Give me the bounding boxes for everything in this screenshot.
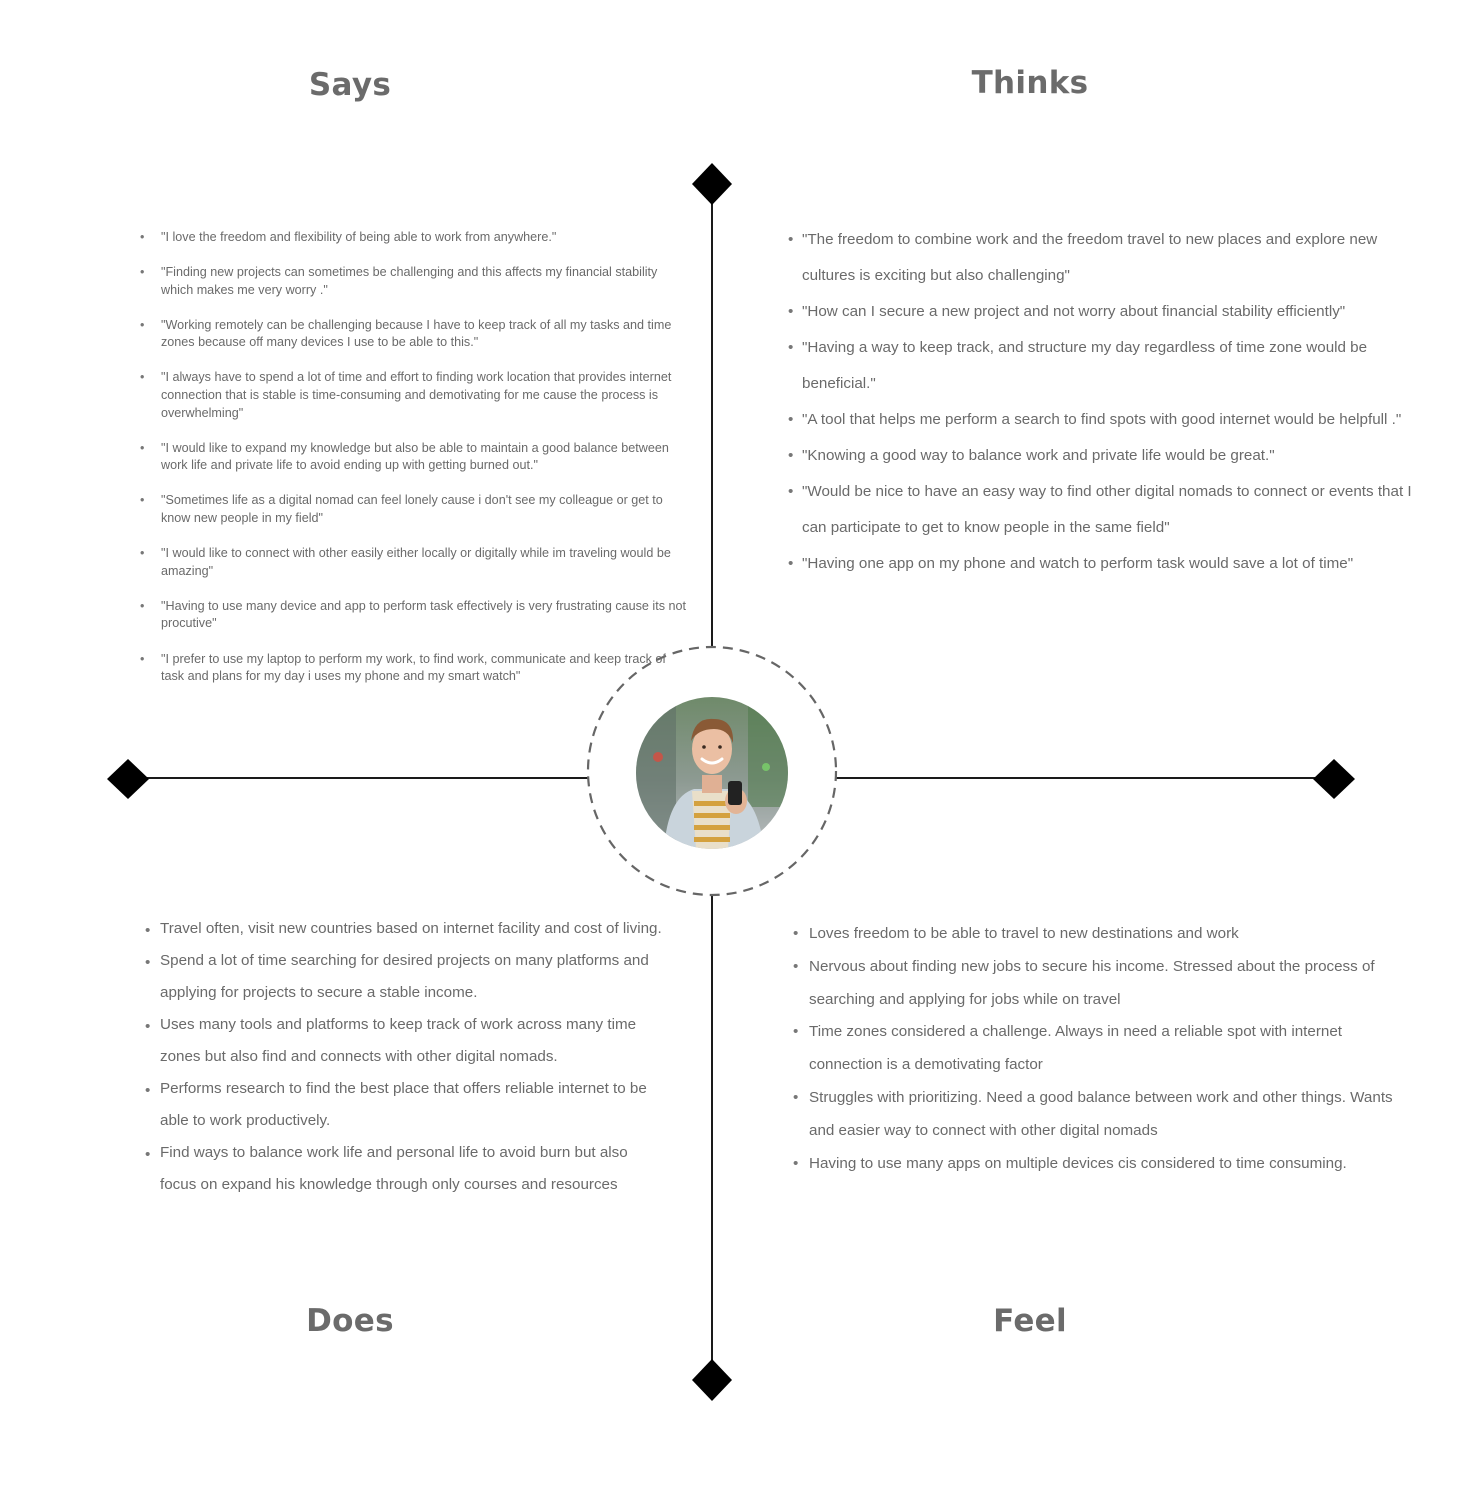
diamond-right-marker (1313, 759, 1355, 799)
thinks-item: • "Having one app on my phone and watch to perform task would save a lot of time" (788, 546, 1428, 582)
thinks-item: • "Having a way to keep track, and structure my day regardless of time zone would be beneficial." (788, 330, 1428, 402)
thinks-item: • "The freedom to combine work and the freedom travel to new places and explore new cultures is exciting but also challenging" (788, 222, 1428, 294)
feel-list (793, 918, 1413, 1180)
does-list (145, 913, 665, 1201)
does-item: • Find ways to balance work life and personal life to avoid burn but also focus on expand his knowledge through only courses and resources (145, 1137, 665, 1201)
feel-item: • Having to use many apps on multiple devices cis considered to time consuming. (793, 1148, 1413, 1181)
thinks-item: • "Knowing a good way to balance work and private life would be great." (788, 438, 1428, 474)
says-item: • "Finding new projects can sometimes be challenging and this affects my financial stability which makes me very worry ." (140, 264, 688, 299)
does-item: • Uses many tools and platforms to keep track of work across many time zones but also find and connects with other digital nomads. (145, 1009, 665, 1073)
diamond-bottom-marker (692, 1359, 732, 1401)
thinks-item: • "A tool that helps me perform a search to find spots with good internet would be helpfull ." (788, 402, 1428, 438)
person-with-phone-photo-icon (636, 697, 788, 849)
says-heading: Says (308, 67, 392, 103)
does-item: • Travel often, visit new countries based on internet facility and cost of living. (145, 913, 665, 945)
feel-heading: Feel (993, 1303, 1067, 1339)
feel-item: • Nervous about finding new jobs to secure his income. Stressed about the process of searching and applying for jobs while on travel (793, 951, 1413, 1017)
diamond-top-marker (692, 163, 732, 205)
does-heading: Does (306, 1303, 394, 1339)
does-item: • Spend a lot of time searching for desired projects on many platforms and applying for projects to secure a stable income. (145, 945, 665, 1009)
thinks-item: • "How can I secure a new project and not worry about financial stability efficiently" (788, 294, 1428, 330)
says-item: • "I prefer to use my laptop to perform my work, to find work, communicate and keep track of task and plans for my day i uses my phone and my smart watch" (140, 651, 688, 686)
says-item: • "Working remotely can be challenging because I have to keep track of all my tasks and time zones because off many devices I use to be able to this." (140, 317, 688, 352)
says-item: • "Having to use many device and app to perform task effectively is very frustrating cause its not procutive" (140, 598, 688, 633)
says-item: • "I would like to connect with other easily either locally or digitally while im traveling would be amazing" (140, 545, 688, 580)
says-item: • "I would like to expand my knowledge but also be able to maintain a good balance between work life and private life to avoid ending up with getting burned out." (140, 440, 688, 475)
does-item: • Performs research to find the best place that offers reliable internet to be able to work productively. (145, 1073, 665, 1137)
feel-item: • Struggles with prioritizing. Need a good balance between work and other things. Wants and easier way to connect with other digital nomads (793, 1082, 1413, 1148)
thinks-list (788, 222, 1428, 582)
feel-item: • Loves freedom to be able to travel to new destinations and work (793, 918, 1413, 951)
thinks-heading: Thinks (971, 65, 1089, 101)
feel-item: • Time zones considered a challenge. Always in need a reliable spot with internet connection is a demotivating factor (793, 1016, 1413, 1082)
diamond-left-marker (107, 759, 149, 799)
says-item: • "I love the freedom and flexibility of being able to work from anywhere." (140, 229, 688, 247)
thinks-item: • "Would be nice to have an easy way to find other digital nomads to connect or events that I can participate to get to know people in the same field" (788, 474, 1428, 546)
says-list (140, 229, 688, 703)
says-item: • "Sometimes life as a digital nomad can feel lonely cause i don't see my colleague or get to know new people in my field" (140, 492, 688, 527)
says-item: • "I always have to spend a lot of time and effort to finding work location that provides internet connection that is stable is time-consuming and demotivating for me cause the process is overwhelming" (140, 369, 688, 422)
persona-avatar (636, 697, 788, 849)
